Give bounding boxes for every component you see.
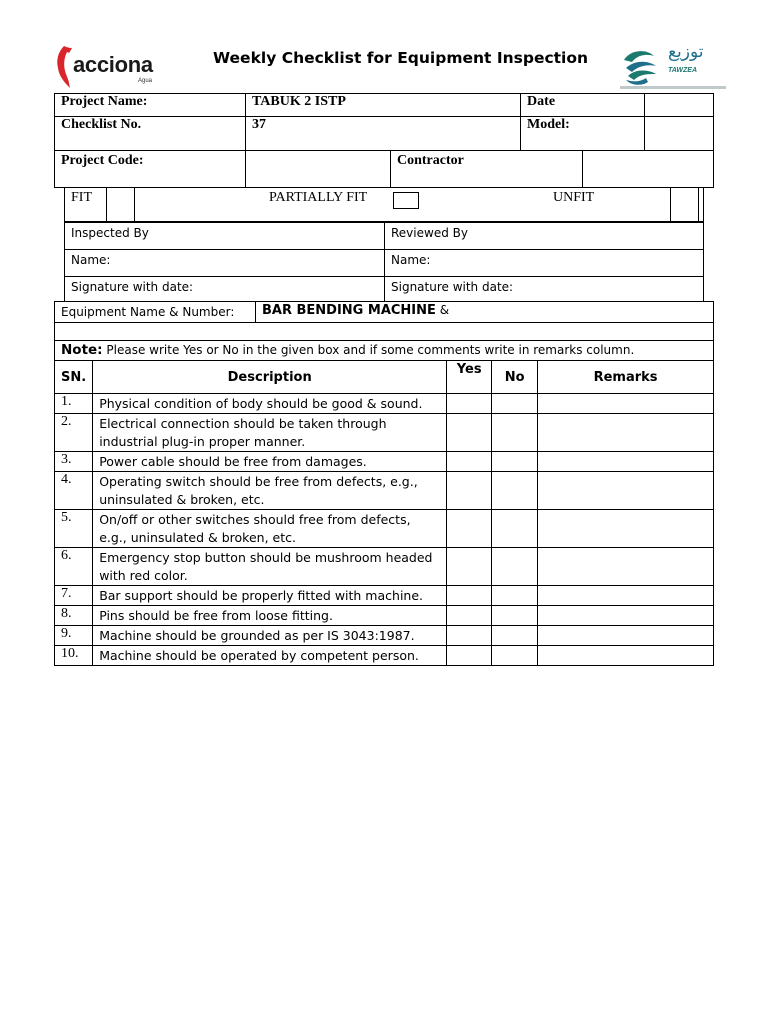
model-label: Model:	[521, 117, 645, 151]
acciona-logo-subtext: Agua	[138, 78, 153, 84]
col-no: No	[492, 361, 538, 394]
row-description: Bar support should be properly fitted with machine.	[93, 586, 447, 606]
row-description: Physical condition of body should be good & sound.	[93, 394, 447, 414]
row-yes-cell[interactable]	[447, 452, 492, 472]
project-info-table	[54, 93, 714, 188]
note-label: Note:	[61, 342, 103, 358]
row-sn: 10.	[55, 646, 93, 666]
project-name-label: Project Name:	[55, 94, 246, 117]
row-remarks-cell[interactable]	[538, 586, 714, 606]
reviewer-signature-field[interactable]: Signature with date:	[385, 277, 704, 302]
equipment-value[interactable]	[256, 302, 714, 323]
tawzea-logo-arabic: توزيع	[668, 42, 704, 62]
partially-fit-checkbox[interactable]	[393, 192, 419, 209]
table-row	[55, 414, 714, 452]
table-row	[55, 606, 714, 626]
inspector-name-field[interactable]: Name:	[65, 250, 385, 277]
row-description: Electrical connection should be taken through industrial plug-in proper manner.	[93, 414, 447, 452]
model-field[interactable]	[645, 117, 714, 151]
row-no-cell[interactable]	[492, 414, 538, 452]
row-yes-cell[interactable]	[447, 472, 492, 510]
row-remarks-cell[interactable]	[538, 606, 714, 626]
row-yes-cell[interactable]	[447, 646, 492, 666]
row-yes-cell[interactable]	[447, 586, 492, 606]
partially-fit-label: PARTIALLY FIT	[268, 190, 368, 205]
row-no-cell[interactable]	[492, 510, 538, 548]
project-code-label: Project Code:	[55, 151, 246, 188]
table-row	[55, 472, 714, 510]
col-sn: SN.	[55, 361, 93, 394]
row-description: Pins should be free from loose fitting.	[93, 606, 447, 626]
row-no-cell[interactable]	[492, 452, 538, 472]
unfit-checkbox-edge	[698, 188, 703, 222]
table-row	[55, 586, 714, 606]
row-remarks-cell[interactable]	[538, 646, 714, 666]
row-remarks-cell[interactable]	[538, 472, 714, 510]
equipment-label: Equipment Name & Number:	[55, 302, 256, 323]
contractor-field[interactable]	[583, 151, 714, 188]
fit-label: FIT	[65, 188, 107, 222]
row-sn: 5.	[55, 510, 93, 548]
project-code-field[interactable]	[246, 151, 391, 188]
reviewed-by-label: Reviewed By	[385, 223, 704, 250]
inspector-signature-field[interactable]: Signature with date:	[65, 277, 385, 302]
row-sn: 7.	[55, 586, 93, 606]
checklist-no-value[interactable]: 37	[246, 117, 521, 151]
row-description: Emergency stop button should be mushroom headed with red color.	[93, 548, 447, 586]
equipment-blank-row	[55, 323, 714, 341]
row-no-cell[interactable]	[492, 394, 538, 414]
table-row	[55, 548, 714, 586]
tawzea-logo-text: TAWZEA	[668, 67, 698, 74]
row-yes-cell[interactable]	[447, 414, 492, 452]
table-row	[55, 626, 714, 646]
unfit-checkbox[interactable]	[671, 188, 699, 222]
row-no-cell[interactable]	[492, 472, 538, 510]
row-sn: 9.	[55, 626, 93, 646]
row-sn: 1.	[55, 394, 93, 414]
table-row	[55, 510, 714, 548]
inspected-by-label: Inspected By	[65, 223, 385, 250]
row-no-cell[interactable]	[492, 646, 538, 666]
row-no-cell[interactable]	[492, 606, 538, 626]
reviewer-name-field[interactable]: Name:	[385, 250, 704, 277]
equipment-table	[54, 301, 714, 361]
note-row	[55, 341, 714, 361]
row-remarks-cell[interactable]	[538, 626, 714, 646]
inspection-signoff-table	[64, 222, 704, 302]
unfit-label: UNFIT	[552, 190, 595, 205]
row-no-cell[interactable]	[492, 626, 538, 646]
row-sn: 2.	[55, 414, 93, 452]
row-yes-cell[interactable]	[447, 548, 492, 586]
row-remarks-cell[interactable]	[538, 414, 714, 452]
row-remarks-cell[interactable]	[538, 394, 714, 414]
row-sn: 3.	[55, 452, 93, 472]
checklist-no-label: Checklist No.	[55, 117, 246, 151]
date-label: Date	[521, 94, 645, 117]
row-remarks-cell[interactable]	[538, 548, 714, 586]
row-yes-cell[interactable]	[447, 606, 492, 626]
page-title: Weekly Checklist for Equipment Inspection	[213, 49, 589, 67]
row-description: Machine should be grounded as per IS 3043:1987.	[93, 626, 447, 646]
acciona-logo-text: acciona	[73, 52, 153, 77]
note-text: Please write Yes or No in the given box and if some comments write in remarks column.	[102, 343, 635, 357]
row-yes-cell[interactable]	[447, 626, 492, 646]
row-no-cell[interactable]	[492, 586, 538, 606]
equipment-suffix: &	[435, 303, 450, 317]
col-yes: Yes	[447, 361, 492, 394]
row-remarks-cell[interactable]	[538, 510, 714, 548]
row-sn: 4.	[55, 472, 93, 510]
fit-checkbox[interactable]	[107, 188, 135, 222]
row-remarks-cell[interactable]	[538, 452, 714, 472]
table-row	[55, 646, 714, 666]
row-yes-cell[interactable]	[447, 510, 492, 548]
table-row	[55, 394, 714, 414]
row-description: On/off or other switches should free from defects, e.g., uninsulated & broken, etc.	[93, 510, 447, 548]
contractor-label: Contractor	[391, 151, 583, 188]
row-no-cell[interactable]	[492, 548, 538, 586]
col-remarks: Remarks	[538, 361, 714, 394]
fitness-status-row	[64, 187, 704, 222]
table-row	[55, 452, 714, 472]
row-description: Power cable should be free from damages.	[93, 452, 447, 472]
date-field[interactable]	[645, 94, 714, 117]
row-description: Machine should be operated by competent person.	[93, 646, 447, 666]
equipment-name: BAR BENDING MACHINE	[262, 303, 436, 318]
col-description: Description	[93, 361, 447, 394]
tawzea-tagline-divider	[620, 86, 726, 89]
row-sn: 8.	[55, 606, 93, 626]
project-name-value[interactable]: TABUK 2 ISTP	[246, 94, 521, 117]
row-sn: 6.	[55, 548, 93, 586]
checklist-table	[54, 360, 714, 666]
row-yes-cell[interactable]	[447, 394, 492, 414]
row-description: Operating switch should be free from defects, e.g., uninsulated & broken, etc.	[93, 472, 447, 510]
